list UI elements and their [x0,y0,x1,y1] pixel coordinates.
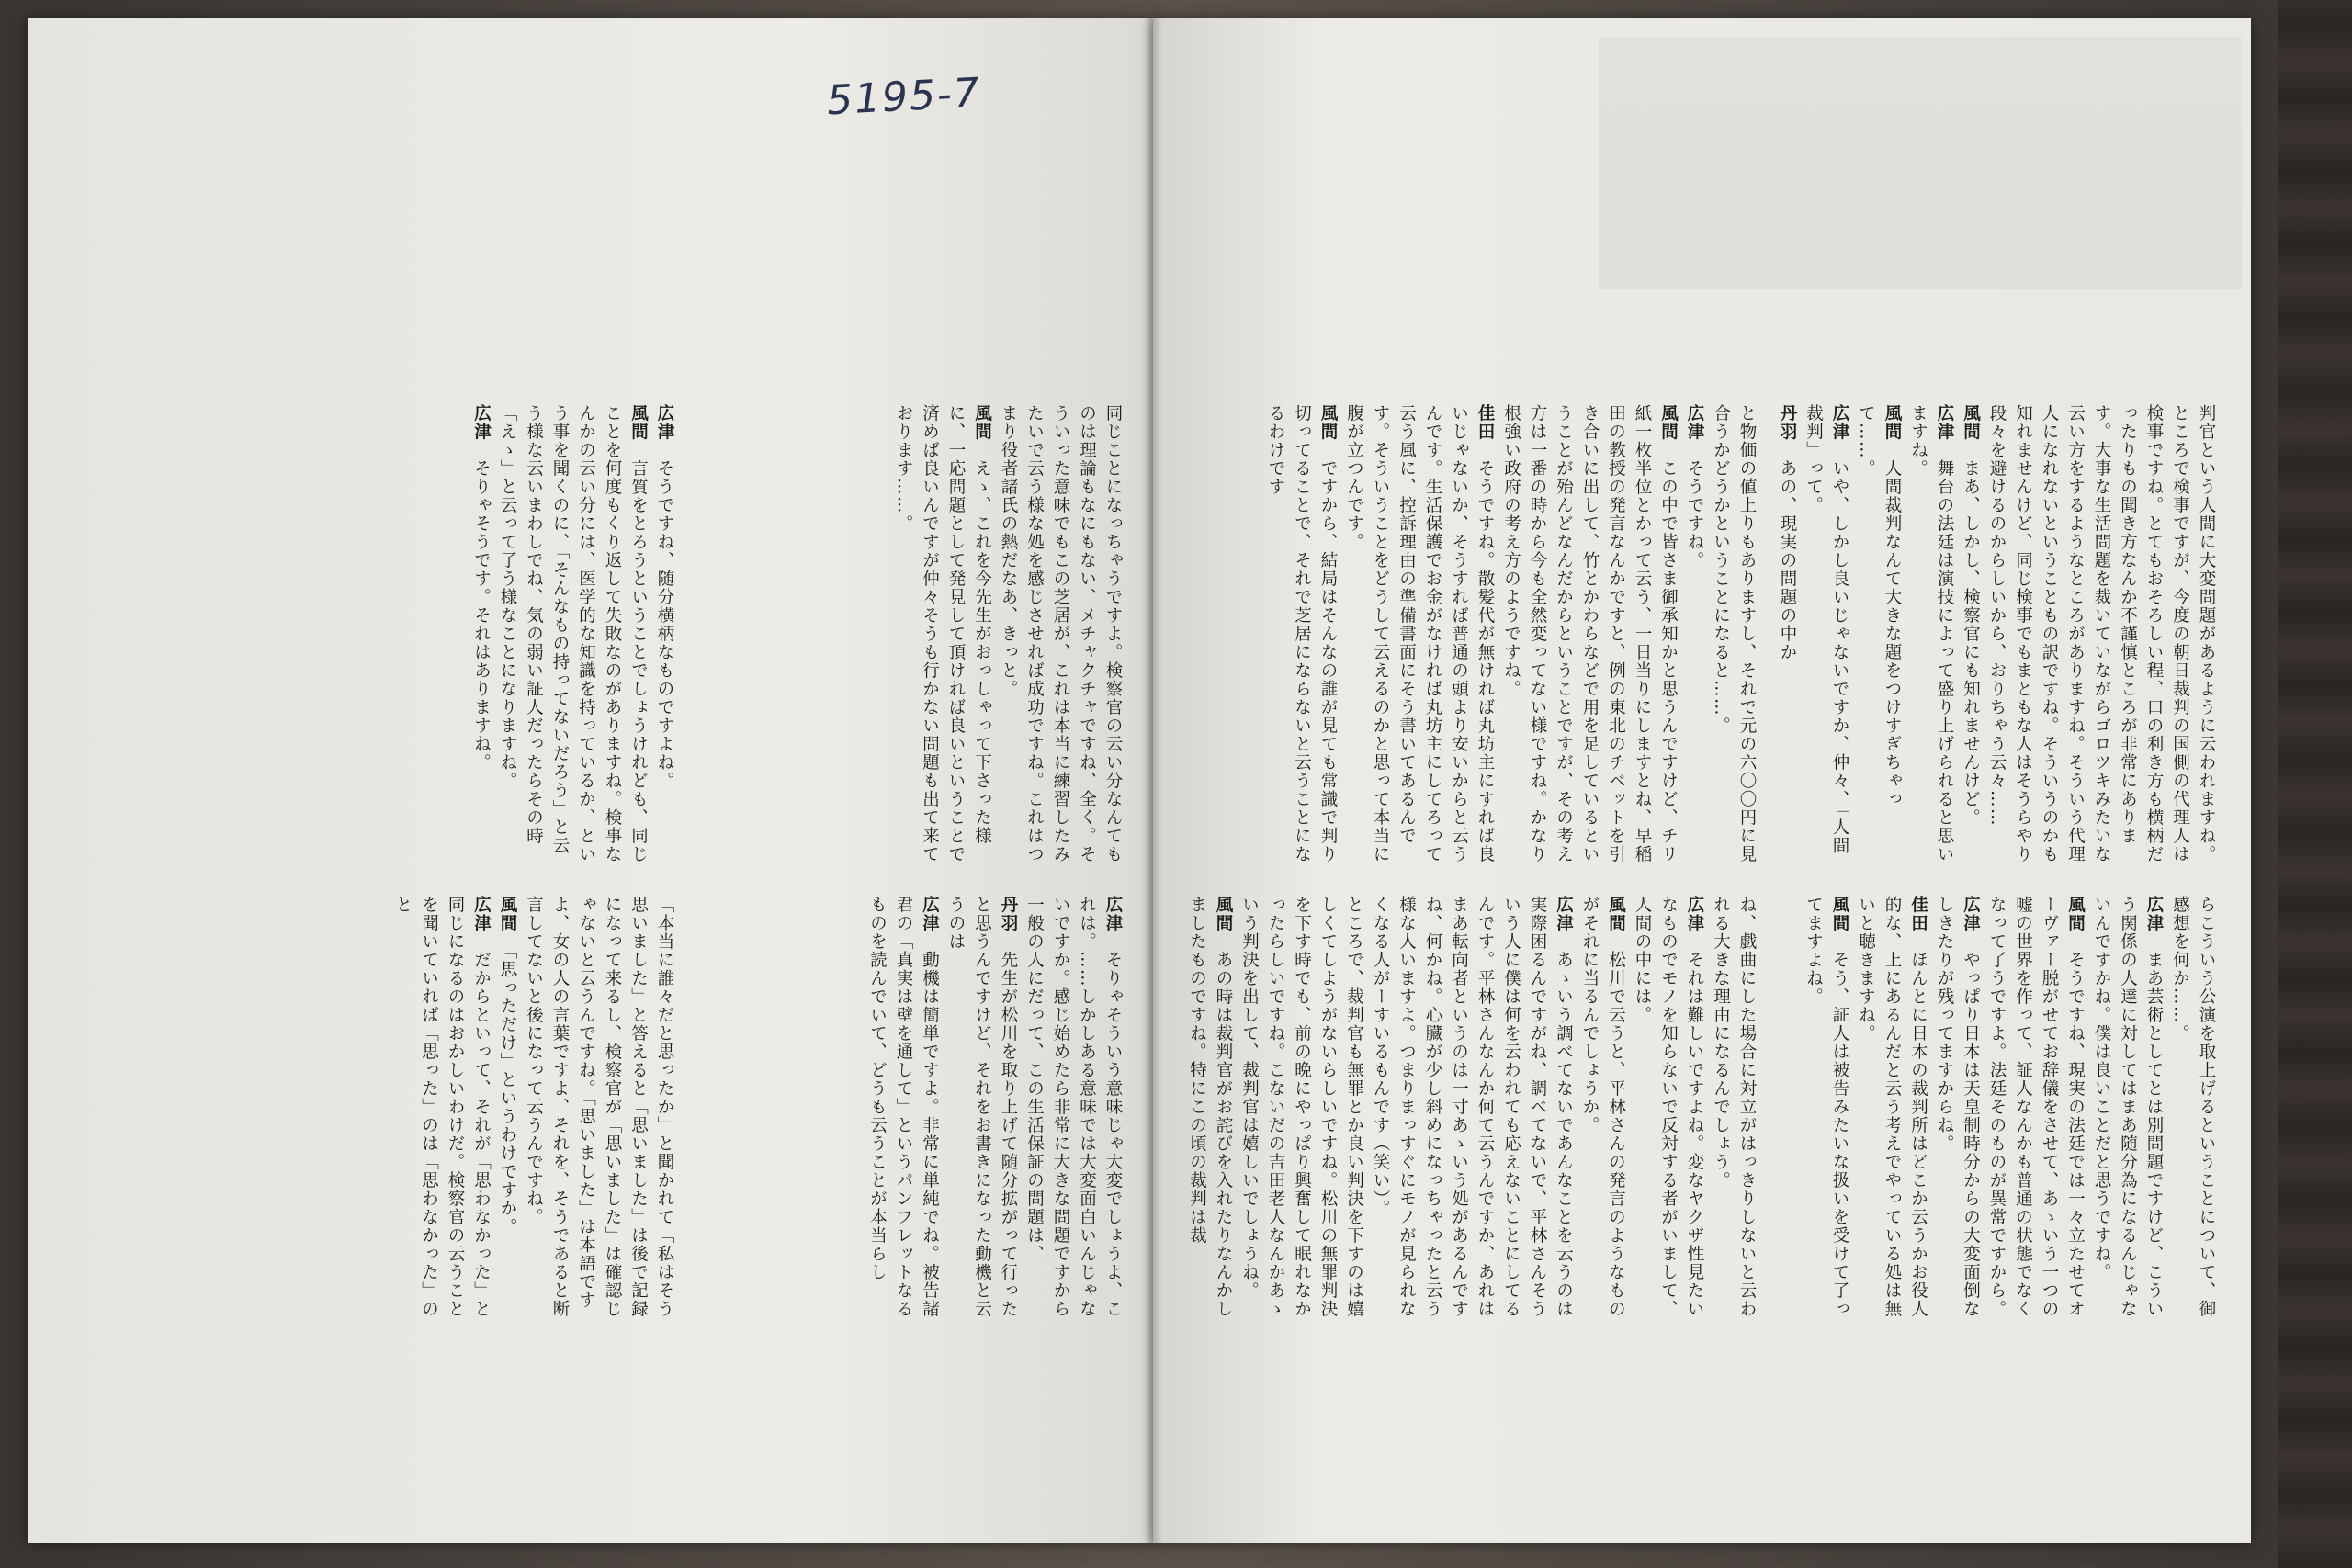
faded-photo-area [1599,37,2242,289]
speaker-name: 広津 [1685,404,1704,441]
left-page-upper-text [167,404,677,868]
speaker-name: 広津 [1554,896,1574,932]
dialogue-text: そう、証人は被告みたいな扱いを受けて了ってますよね。 [1804,896,1849,1318]
left-page-lower-text-continued [707,896,1125,1327]
speaker-name: 広津 [1830,404,1849,441]
dialogue-line [498,896,517,1236]
dialogue-line [1935,896,1981,1318]
dialogue-text: 同じことになっちゃうですよ。検察官の云い分なんてものは理論もなにもない、メチャクチャですね、全く。そういった意味でもこの芝居が、これは本当に練習したみたいで云う様な処を感じさせれば成功ですね。これはつまり役者諸氏の熱だなあ、きっと。 [999,404,1123,863]
dialogue-text: ね、戯曲にした場合に対立がはっきりしないと云われる大きな理由になるんでしょう。 [1711,896,1757,1318]
dialogue-text: そりゃそういう意味じゃ大変でしょうよ、これは。……しかしある意味では大変面白いんじゃないですか。感じ始めたら非常に大きな問題ですから一般の人にだって、この生活保証の問題は、 [1024,896,1123,1318]
speaker-name: 風間 [1606,896,1626,932]
dialogue-line [1857,404,1903,808]
dialogue-text: 先生が松川を取り上げて随分拡がって行ったと思うんですけど、それをお書きになった動機と云うのは [946,896,1018,1318]
left-page-lower-text [167,896,677,1327]
dialogue-text: そりゃそうです。それはありますね。 [471,459,492,772]
dialogue-line [1804,896,1850,1318]
dialogue-line [2171,896,2217,1318]
speaker-name: 風間 [1658,404,1679,441]
book-spine [1144,18,1162,1543]
dialogue-text: まあ芸術としてとは別問題ですけど、こういう関係の人達に対してはまあ随分為になるんじゃないんですかね。僕は良いことだと思うですね。 [2092,896,2164,1318]
speaker-name: 風間 [972,404,992,441]
speaker-name: 風間 [1883,404,1902,441]
speaker-name: 広津 [920,896,940,932]
speaker-name: 風間 [498,896,517,932]
dialogue-line [472,404,492,772]
speaker-name: 広津 [1961,896,1981,932]
right-page-lower-text-continued [1782,896,2219,1327]
dialogue-text: 動機は簡単ですよ。非常に単純でね。被告諸君の「真実は壁を通して」というパンフレットなるものを読んでいて、どうも云うことが本当らし [867,896,940,1318]
dialogue-text: えゝ、これを今先生がおっしゃって下さった様に、一応問題として発見して頂ければ良いということで済めば良いんですが仲々そうも行かない問題も出て来ております……。 [894,404,992,863]
dialogue-text: 人間裁判なんて大きな題をつけすぎちゃって……。 [1856,404,1902,808]
dialogue-line [1778,404,1797,661]
dialogue-line [498,404,649,863]
dialogue-line [655,404,674,790]
dialogue-line [1857,896,1928,1318]
dialogue-text: あの、現実の問題の中か [1778,459,1797,661]
speaker-name: 広津 [2144,896,2164,932]
speaker-name: 広津 [1103,896,1123,932]
speaker-name: 広津 [655,404,674,441]
speaker-name: 丹羽 [1778,404,1797,441]
speaker-name: 風間 [628,404,649,441]
speaker-name: 佳田 [1476,404,1495,441]
speaker-name: 広津 [1685,896,1704,932]
dialogue-line [1712,404,1758,863]
speaker-name: 風間 [1961,404,1981,441]
dialogue-text: 言質をとろうということでしょうけれども、同じことを何度もくり返して失敗なのがありますね。検事なんかの云い分には、医学的な知識を持っているか、という事を聞くのに、「そんなもの持ってないだろう」と云う様な云いまわしでね、気の弱い証人だったらその時「えゝ」と云って了う様なことになりますね。 [498,404,649,863]
dialogue-line [1987,896,2086,1318]
dialogue-text: いや、しかし良いじゃないですか、仲々、「人間裁判」って。 [1804,404,1849,855]
dialogue-text: ほんとに日本の裁判所はどこか云うかお役人的な、上にあるんだと云う考えでやっている処は無いと聴きますね。 [1856,896,1928,1318]
speaker-name: 広津 [471,404,492,441]
dialogue-text: まあ、しかし、検察官にも知れませんけど。 [1961,459,1981,827]
speaker-name: 風間 [1214,896,1233,932]
dialogue-line [999,404,1123,863]
dialogue-line [1962,404,1981,827]
dialogue-line [393,896,492,1318]
speaker-name: 丹羽 [999,896,1018,932]
left-page-upper-text-continued [707,404,1125,868]
dialogue-line [894,404,992,863]
dialogue-text: そうですね、随分横柄なものですよね。 [655,459,674,790]
speaker-name: 風間 [1830,896,1849,932]
dialogue-text: ですから、結局はそんなの誰が見ても常識で判り切ってることで、それで芝居にならないと云うことになるわけです [1266,404,1338,863]
dialogue-line [1345,404,1496,863]
dialogue-line [1685,404,1704,570]
speaker-name: 風間 [1318,404,1338,441]
speaker-name: 広津 [1935,404,1954,441]
dialogue-text: やっぱり日本は天皇制時分からの大変面倒なしきたりが残ってますからね。 [1935,896,1981,1318]
speaker-name: 佳田 [1908,896,1928,932]
dialogue-text: あゝいう調べてないであんなことを云うのは実際困るんですがね、調べてないで、平林さんそういう人に僕は何を云われても応えないことにしてるんです。平林さんなんか何て云うんですか、あれはまあ転向者というのは一寸あゝいう処があるんですね、何かね。心臓が少し斜めになっちゃったと云う様な人いますよ。つまりまっすぐにモノが見られなくなる人がーすいるもんです（笑い）。 [1371,896,1574,1318]
dialogue-text: そうですね、現実の法廷では一々立たせてオーヴァー脱がせてお辞儀をさせて、あゝいう一つの嘘の世界を作って、証人なんかも普通の状態でなくなって了うですよ。法廷そのものが異常ですから。 [1987,896,2086,1318]
speaker-name: 広津 [471,896,492,932]
dialogue-line [1502,404,1679,863]
speaker-name: 風間 [2065,896,2086,932]
dialogue-line [525,896,675,1318]
dialogue-line [1804,404,1850,855]
dialogue-text: 判官という人間に大変問題があるように云われますね。ところで検事ですが、今度の朝日裁判の国側の代理人は検事ですね。とてもおそろしい程、口の利き方も横柄だったりもの聞き方なんか不謹慎ところが非常にあります。大事な生活問題を裁いていながらゴロツキみたいな云い方をするようなところがありますね。そういう代理人になれないということもの訳ですね。そういうのかも知れませんけど、同じ検事でもまともな人はそうらやり段々を避けるのからしいから、おりちゃう云々…… [1987,404,2216,863]
dialogue-line [1987,404,2216,863]
dialogue-line [1909,404,1955,863]
dialogue-text: 舞台の法廷は演技によって盛り上げられると思いますね。 [1908,404,1954,863]
dialogue-line [868,896,940,1318]
right-page-lower-text [1187,896,1759,1327]
background-wood [2278,0,2352,1568]
dialogue-text: らこういう公演を取上げるということについて、御感想を何か……。 [2170,896,2216,1318]
right-page-upper-text [1263,404,1759,863]
dialogue-text: あの時は裁判官がお詫びを入れたりなんかしましたものですね。特にこの頃の裁判は裁 [1187,896,1233,1318]
dialogue-text: だからといって、それが「思わなかった」と同じになるのはおかしいわけだ。検察官の云うことを聞いていれば「思った」のは「思わなかった」のと [393,896,492,1318]
dialogue-line [2092,896,2164,1318]
handwritten-catalog-number: 5195-7 [825,69,983,125]
dialogue-line [1266,404,1338,863]
dialogue-line [1025,896,1124,1318]
dialogue-text: 松川で云うと、平林さんの発言のようなものがそれに当るんでしょうか。 [1580,896,1626,1318]
dialogue-line [1712,896,1758,1318]
dialogue-text: この中で皆さま御承知かと思うんですけど、チリ紙一枚半位とかって云う、一日当りにしますとね、早稲田の教授の発言なんかですと、例の東北のチベットを引き合いに出して、竹とかわらなどで用を足しているということが殆んどなんだからということですが、その考え方は一番の時から今も全然変ってない様ですね。かなり根強い政府の考え方のようですね。 [1501,404,1679,863]
dialogue-line [1371,896,1574,1318]
dialogue-text: それは難しいですよね。変なヤクザ性見たいなものでモノを知らないで反対する者がいまして、人間の中には。 [1633,896,1704,1318]
dialogue-text: と物価の値上りもありますし、それで元の六〇〇円に見合うかどうかということになると……。 [1711,404,1757,863]
dialogue-text: 「思っただけ」というわけですか。 [498,951,517,1236]
dialogue-line [1240,896,1364,1318]
right-page-upper-text-continued [1778,404,2219,863]
dialogue-line [946,896,1018,1318]
dialogue-text: 「本当に誰々だと思ったか」と聞かれて「私はそう思いました」と答えると「思いました」は後で記録になって来るし、検察官が「思いました」は確認じゃないと云うんですね。「思いました」は本語ですよ、女の人の言葉ですよ、それを、そうであると断言してないと後になって云うんですね。 [524,896,674,1318]
dialogue-line [1580,896,1626,1318]
dialogue-text: そうですね。散髪代が無ければ丸坊主にすれば良いじゃないか、そうすれば普通の頭より安いからと云うんです。生活保護でお金がなければ丸坊主にしてろって云う風に、控訴理由の準備書面にそう書いてあるんです。そういうことをどうして云えるのかと思って本当に腹が立つんです。 [1344,404,1495,863]
dialogue-text: ところで、裁判官も無罪とか良い判決を下すのは嬉しくてしようがないらしいですね。松川の無罪判決を下す時でも、前の晩にやっぱり興奮して眠れなかったらしいですね。こないだの吉田老人なんかあゝいう判決を出して、裁判官は嬉しいでしょうね。 [1239,896,1364,1318]
dialogue-line [1633,896,1704,1318]
dialogue-text: そうですね。 [1685,459,1704,570]
